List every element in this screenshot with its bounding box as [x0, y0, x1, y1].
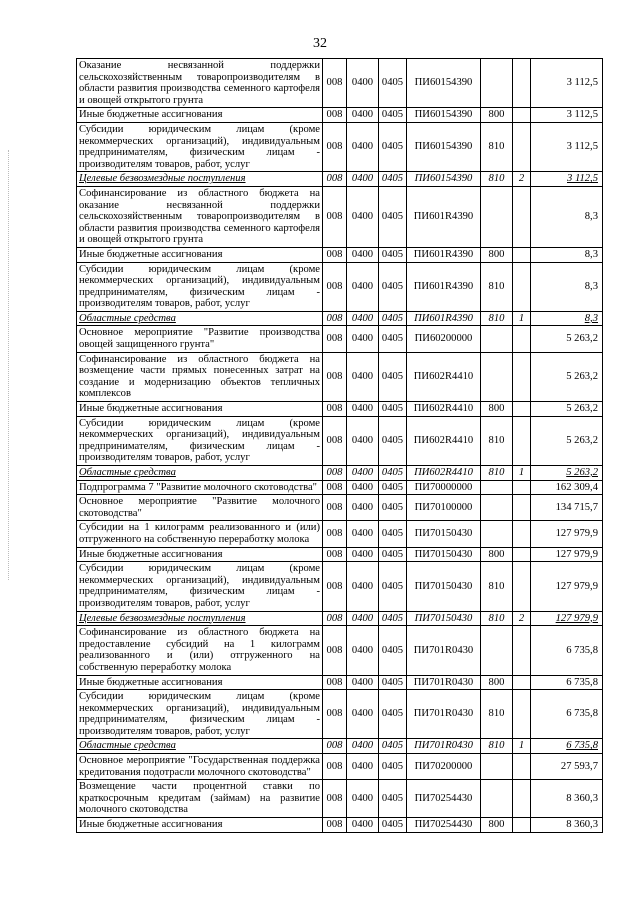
subsection-code: 0405: [379, 352, 407, 401]
target-article-code: ПИ701R0430: [407, 626, 481, 675]
section-code: 0400: [347, 466, 379, 481]
table-row: [77, 416, 603, 465]
budget-table: [76, 58, 603, 833]
expense-type-code: 810: [481, 262, 513, 311]
table-row: [77, 675, 603, 690]
target-article-code: ПИ60200000: [407, 326, 481, 352]
funding-source-code: [513, 480, 531, 495]
section-code: 0400: [347, 495, 379, 521]
row-name: Иные бюджетные ассигнования: [77, 108, 323, 123]
target-article-code: ПИ601R4390: [407, 186, 481, 247]
target-article-code: ПИ602R4410: [407, 416, 481, 465]
amount: 3 112,5: [531, 59, 603, 108]
funding-source-code: [513, 818, 531, 833]
row-name: Иные бюджетные ассигнования: [77, 247, 323, 262]
funding-source-code: [513, 326, 531, 352]
ministry-code: 008: [323, 402, 347, 417]
ministry-code: 008: [323, 480, 347, 495]
funding-source-code: [513, 247, 531, 262]
ministry-code: 008: [323, 562, 347, 611]
subsection-code: 0405: [379, 122, 407, 171]
ministry-code: 008: [323, 311, 347, 326]
ministry-code: 008: [323, 547, 347, 562]
table-row: [77, 402, 603, 417]
target-article-code: ПИ60154390: [407, 122, 481, 171]
target-article-code: ПИ602R4410: [407, 352, 481, 401]
funding-source-code: [513, 780, 531, 818]
amount: 8,3: [531, 247, 603, 262]
row-name: Иные бюджетные ассигнования: [77, 818, 323, 833]
ministry-code: 008: [323, 818, 347, 833]
amount: 6 735,8: [531, 739, 603, 754]
ministry-code: 008: [323, 172, 347, 187]
row-name: Основное мероприятие "Развитие производства овощей защищенного грунта": [77, 326, 323, 352]
row-name: Областные средства: [77, 739, 323, 754]
section-code: 0400: [347, 521, 379, 547]
funding-source-code: [513, 402, 531, 417]
table-row: [77, 521, 603, 547]
funding-source-code: [513, 675, 531, 690]
table-row: [77, 59, 603, 108]
section-code: 0400: [347, 326, 379, 352]
row-name: Субсидии юридическим лицам (кроме некоммерческих организаций), индивидуальным предпринимателям, физическим лицам - производителям товаров, работ, услуг: [77, 690, 323, 739]
expense-type-code: 810: [481, 172, 513, 187]
target-article-code: ПИ601R4390: [407, 262, 481, 311]
subsection-code: 0405: [379, 780, 407, 818]
target-article-code: ПИ601R4390: [407, 311, 481, 326]
target-article-code: ПИ70254430: [407, 818, 481, 833]
funding-source-code: [513, 416, 531, 465]
expense-type-code: [481, 186, 513, 247]
funding-source-code: [513, 495, 531, 521]
subsection-code: 0405: [379, 521, 407, 547]
funding-source-code: [513, 562, 531, 611]
page-number: 32: [313, 36, 327, 51]
ministry-code: 008: [323, 352, 347, 401]
section-code: 0400: [347, 172, 379, 187]
subsection-code: 0405: [379, 311, 407, 326]
row-name: Целевые безвозмездные поступления: [77, 611, 323, 626]
row-name: Областные средства: [77, 311, 323, 326]
amount: 8,3: [531, 186, 603, 247]
amount: 8,3: [531, 311, 603, 326]
table-row: [77, 818, 603, 833]
expense-type-code: 810: [481, 311, 513, 326]
table-row: [77, 247, 603, 262]
row-name: Софинансирование из областного бюджета на оказание несвязанной поддержки сельскохозяйственным товаропроизводителям в области развития производства семенного картофеля и овощей открытого грунта: [77, 186, 323, 247]
table-row: [77, 626, 603, 675]
table-row: [77, 611, 603, 626]
amount: 27 593,7: [531, 754, 603, 780]
amount: 127 979,9: [531, 611, 603, 626]
table-body: [77, 59, 603, 833]
row-name: Софинансирование из областного бюджета на возмещение части прямых понесенных затрат на создание и модернизацию объектов тепличных комплексов: [77, 352, 323, 401]
ministry-code: 008: [323, 690, 347, 739]
amount: 162 309,4: [531, 480, 603, 495]
target-article-code: ПИ70150430: [407, 547, 481, 562]
amount: 127 979,9: [531, 562, 603, 611]
amount: 3 112,5: [531, 122, 603, 171]
ministry-code: 008: [323, 262, 347, 311]
row-name: Субсидии юридическим лицам (кроме некоммерческих организаций), индивидуальным предпринимателям, физическим лицам - производителям товаров, работ, услуг: [77, 122, 323, 171]
section-code: 0400: [347, 262, 379, 311]
subsection-code: 0405: [379, 754, 407, 780]
table-row: [77, 466, 603, 481]
subsection-code: 0405: [379, 262, 407, 311]
expense-type-code: [481, 626, 513, 675]
expense-type-code: 810: [481, 122, 513, 171]
table-row: [77, 739, 603, 754]
amount: 134 715,7: [531, 495, 603, 521]
row-name: Областные средства: [77, 466, 323, 481]
target-article-code: ПИ701R0430: [407, 675, 481, 690]
amount: 8 360,3: [531, 780, 603, 818]
target-article-code: ПИ60154390: [407, 59, 481, 108]
ministry-code: 008: [323, 495, 347, 521]
row-name: Оказание несвязанной поддержки сельскохозяйственным товаропроизводителям в области развития производства семенного картофеля и овощей открытого грунта: [77, 59, 323, 108]
table-row: [77, 780, 603, 818]
target-article-code: ПИ70150430: [407, 521, 481, 547]
subsection-code: 0405: [379, 247, 407, 262]
amount: 5 263,2: [531, 466, 603, 481]
subsection-code: 0405: [379, 690, 407, 739]
target-article-code: ПИ70150430: [407, 611, 481, 626]
amount: 6 735,8: [531, 626, 603, 675]
table-row: [77, 754, 603, 780]
table-row: [77, 690, 603, 739]
expense-type-code: 800: [481, 818, 513, 833]
expense-type-code: 800: [481, 402, 513, 417]
target-article-code: ПИ602R4410: [407, 402, 481, 417]
expense-type-code: 810: [481, 416, 513, 465]
expense-type-code: 810: [481, 562, 513, 611]
subsection-code: 0405: [379, 108, 407, 123]
section-code: 0400: [347, 416, 379, 465]
target-article-code: ПИ70000000: [407, 480, 481, 495]
section-code: 0400: [347, 122, 379, 171]
amount: 3 112,5: [531, 108, 603, 123]
ministry-code: 008: [323, 754, 347, 780]
funding-source-code: 1: [513, 311, 531, 326]
ministry-code: 008: [323, 59, 347, 108]
ministry-code: 008: [323, 611, 347, 626]
amount: 3 112,5: [531, 172, 603, 187]
subsection-code: 0405: [379, 59, 407, 108]
target-article-code: ПИ60154390: [407, 172, 481, 187]
expense-type-code: [481, 780, 513, 818]
subsection-code: 0405: [379, 480, 407, 495]
amount: 5 263,2: [531, 402, 603, 417]
row-name: Подпрограмма 7 "Развитие молочного скотоводства": [77, 480, 323, 495]
ministry-code: 008: [323, 675, 347, 690]
section-code: 0400: [347, 186, 379, 247]
funding-source-code: [513, 122, 531, 171]
expense-type-code: 810: [481, 611, 513, 626]
ministry-code: 008: [323, 326, 347, 352]
table-row: [77, 172, 603, 187]
ministry-code: 008: [323, 186, 347, 247]
amount: 5 263,2: [531, 352, 603, 401]
row-name: Субсидии юридическим лицам (кроме некоммерческих организаций), индивидуальным предпринимателям, физическим лицам - производителям товаров, работ, услуг: [77, 562, 323, 611]
amount: 5 263,2: [531, 326, 603, 352]
ministry-code: 008: [323, 108, 347, 123]
funding-source-code: [513, 754, 531, 780]
table-row: [77, 562, 603, 611]
ministry-code: 008: [323, 780, 347, 818]
target-article-code: ПИ701R0430: [407, 739, 481, 754]
ministry-code: 008: [323, 466, 347, 481]
ministry-code: 008: [323, 521, 347, 547]
target-article-code: ПИ70150430: [407, 562, 481, 611]
funding-source-code: [513, 186, 531, 247]
subsection-code: 0405: [379, 416, 407, 465]
amount: 5 263,2: [531, 416, 603, 465]
section-code: 0400: [347, 675, 379, 690]
ministry-code: 008: [323, 416, 347, 465]
table-row: [77, 547, 603, 562]
section-code: 0400: [347, 352, 379, 401]
section-code: 0400: [347, 754, 379, 780]
expense-type-code: 810: [481, 690, 513, 739]
subsection-code: 0405: [379, 818, 407, 833]
ministry-code: 008: [323, 122, 347, 171]
row-name: Основное мероприятие "Государственная поддержка кредитования подотрасли молочного скотоводства": [77, 754, 323, 780]
funding-source-code: 1: [513, 739, 531, 754]
section-code: 0400: [347, 480, 379, 495]
subsection-code: 0405: [379, 326, 407, 352]
row-name: Софинансирование из областного бюджета на предоставление субсидий на 1 килограмм реализованного и (или) отгруженного на собственную переработку молока: [77, 626, 323, 675]
subsection-code: 0405: [379, 562, 407, 611]
funding-source-code: 1: [513, 466, 531, 481]
subsection-code: 0405: [379, 402, 407, 417]
expense-type-code: 800: [481, 547, 513, 562]
funding-source-code: [513, 626, 531, 675]
subsection-code: 0405: [379, 495, 407, 521]
target-article-code: ПИ60154390: [407, 108, 481, 123]
subsection-code: 0405: [379, 172, 407, 187]
funding-source-code: [513, 547, 531, 562]
section-code: 0400: [347, 780, 379, 818]
row-name: Иные бюджетные ассигнования: [77, 402, 323, 417]
expense-type-code: 810: [481, 466, 513, 481]
subsection-code: 0405: [379, 611, 407, 626]
table-row: [77, 122, 603, 171]
target-article-code: ПИ602R4410: [407, 466, 481, 481]
section-code: 0400: [347, 818, 379, 833]
amount: 127 979,9: [531, 521, 603, 547]
target-article-code: ПИ70254430: [407, 780, 481, 818]
subsection-code: 0405: [379, 739, 407, 754]
row-name: Субсидии на 1 килограмм реализованного и (или) отгруженного на собственную переработку молока: [77, 521, 323, 547]
table-row: [77, 480, 603, 495]
scan-margin-line: [8, 150, 9, 580]
ministry-code: 008: [323, 247, 347, 262]
expense-type-code: 810: [481, 739, 513, 754]
expense-type-code: 800: [481, 247, 513, 262]
table-row: [77, 108, 603, 123]
funding-source-code: 2: [513, 611, 531, 626]
ministry-code: 008: [323, 626, 347, 675]
section-code: 0400: [347, 59, 379, 108]
expense-type-code: [481, 754, 513, 780]
subsection-code: 0405: [379, 186, 407, 247]
target-article-code: ПИ701R0430: [407, 690, 481, 739]
expense-type-code: [481, 326, 513, 352]
expense-type-code: [481, 352, 513, 401]
row-name: Иные бюджетные ассигнования: [77, 675, 323, 690]
section-code: 0400: [347, 626, 379, 675]
row-name: Иные бюджетные ассигнования: [77, 547, 323, 562]
section-code: 0400: [347, 690, 379, 739]
table-row: [77, 495, 603, 521]
funding-source-code: 2: [513, 172, 531, 187]
amount: 8,3: [531, 262, 603, 311]
funding-source-code: [513, 690, 531, 739]
table-row: [77, 352, 603, 401]
row-name: Субсидии юридическим лицам (кроме некоммерческих организаций), индивидуальным предпринимателям, физическим лицам - производителям товаров, работ, услуг: [77, 416, 323, 465]
table-row: [77, 262, 603, 311]
section-code: 0400: [347, 562, 379, 611]
funding-source-code: [513, 59, 531, 108]
target-article-code: ПИ70100000: [407, 495, 481, 521]
ministry-code: 008: [323, 739, 347, 754]
amount: 127 979,9: [531, 547, 603, 562]
expense-type-code: [481, 59, 513, 108]
amount: 8 360,3: [531, 818, 603, 833]
subsection-code: 0405: [379, 466, 407, 481]
table-row: [77, 326, 603, 352]
expense-type-code: [481, 495, 513, 521]
table-row: [77, 311, 603, 326]
funding-source-code: [513, 262, 531, 311]
target-article-code: ПИ601R4390: [407, 247, 481, 262]
section-code: 0400: [347, 611, 379, 626]
expense-type-code: 800: [481, 108, 513, 123]
target-article-code: ПИ70200000: [407, 754, 481, 780]
table-row: [77, 186, 603, 247]
section-code: 0400: [347, 547, 379, 562]
section-code: 0400: [347, 247, 379, 262]
section-code: 0400: [347, 739, 379, 754]
funding-source-code: [513, 521, 531, 547]
expense-type-code: [481, 480, 513, 495]
subsection-code: 0405: [379, 547, 407, 562]
subsection-code: 0405: [379, 675, 407, 690]
row-name: Основное мероприятие "Развитие молочного скотоводства": [77, 495, 323, 521]
amount: 6 735,8: [531, 675, 603, 690]
section-code: 0400: [347, 402, 379, 417]
amount: 6 735,8: [531, 690, 603, 739]
funding-source-code: [513, 352, 531, 401]
expense-type-code: 800: [481, 675, 513, 690]
section-code: 0400: [347, 108, 379, 123]
row-name: Целевые безвозмездные поступления: [77, 172, 323, 187]
section-code: 0400: [347, 311, 379, 326]
row-name: Возмещение части процентной ставки по краткосрочным кредитам (займам) на развитие молочного скотоводства: [77, 780, 323, 818]
row-name: Субсидии юридическим лицам (кроме некоммерческих организаций), индивидуальным предпринимателям, физическим лицам - производителям товаров, работ, услуг: [77, 262, 323, 311]
funding-source-code: [513, 108, 531, 123]
expense-type-code: [481, 521, 513, 547]
subsection-code: 0405: [379, 626, 407, 675]
